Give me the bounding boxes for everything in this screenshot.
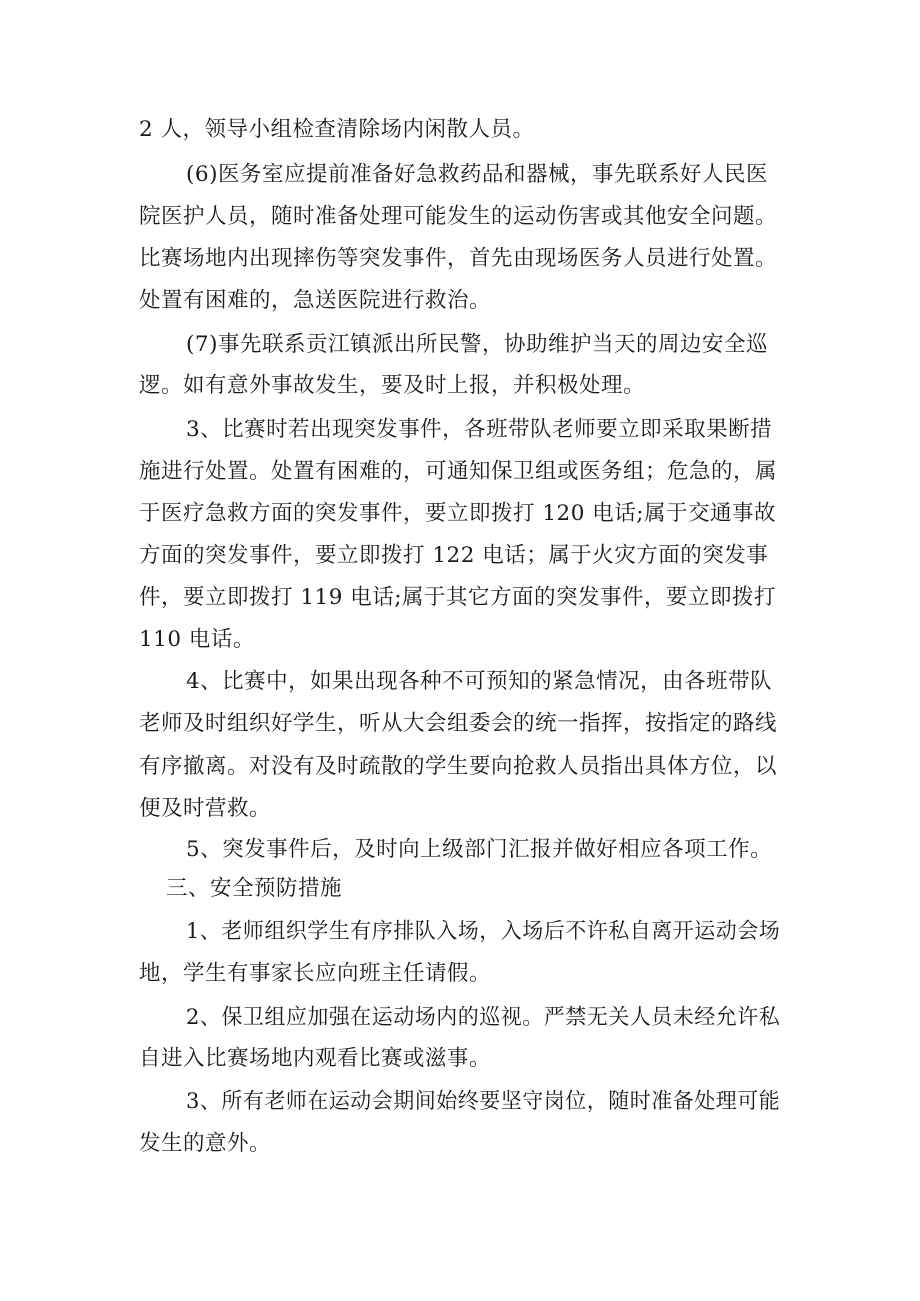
text-line: 地，学生有事家长应向班主任请假。 [139,961,492,986]
text-line: 院医护人员，随时准备处理可能发生的运动伤害或其他安全问题。 [139,204,778,229]
text-line: 4、比赛中，如果出现各种不可预知的紧急情况，由各班带队 [186,669,773,694]
text-line: 于医疗急救方面的突发事件，要立即拨打 120 电话;属于交通事故 [139,501,776,526]
text-line: 处置有困难的，急送医院进行救治。 [139,288,492,313]
text-line: 便及时营救。 [139,796,272,821]
section-heading: 三、安全预防措施 [166,876,343,901]
text-line: 2 人，领导小组检查清除场内闲散人员。 [139,117,535,142]
text-line: 1、老师组织学生有序排队入场，入场后不许私自离开运动会场 [186,919,781,944]
text-line: 老师及时组织好学生，听从大会组委会的统一指挥，按指定的路线 [139,711,778,736]
text-line: 3、所有老师在运动会期间始终要坚守岗位，随时准备处理可能 [186,1089,781,1114]
text-line: 比赛场地内出现摔伤等突发事件，首先由现场医务人员进行处置。 [139,246,778,271]
text-line: 5、突发事件后，及时向上级部门汇报并做好相应各项工作。 [186,837,773,862]
text-line: (7)事先联系贡江镇派出所民警，协助维护当天的周边安全巡 [186,332,768,357]
text-line: 施进行处置。处置有困难的，可通知保卫组或医务组；危急的，属 [139,459,778,484]
text-line: 逻。如有意外事故发生，要及时上报，并积极处理。 [139,373,646,398]
text-line: 有序撤离。对没有及时疏散的学生要向抢救人员指出具体方位，以 [139,754,778,779]
text-line: 发生的意外。 [139,1131,272,1156]
text-line: 2、保卫组应加强在运动场内的巡视。严禁无关人员未经允许私 [186,1005,781,1030]
text-line: 3、比赛时若出现突发事件，各班带队老师要立即采取果断措 [186,417,773,442]
text-line: 自进入比赛场地内观看比赛或滋事。 [139,1046,492,1071]
text-line: 110 电话。 [139,627,255,652]
text-line: 方面的突发事件，要立即拨打 122 电话；属于火灾方面的突发事 [139,543,769,568]
text-line: 件，要立即拨打 119 电话;属于其它方面的突发事件，要立即拨打 [139,585,776,610]
text-line: (6)医务室应提前准备好急救药品和器械，事先联系好人民医 [186,162,768,187]
